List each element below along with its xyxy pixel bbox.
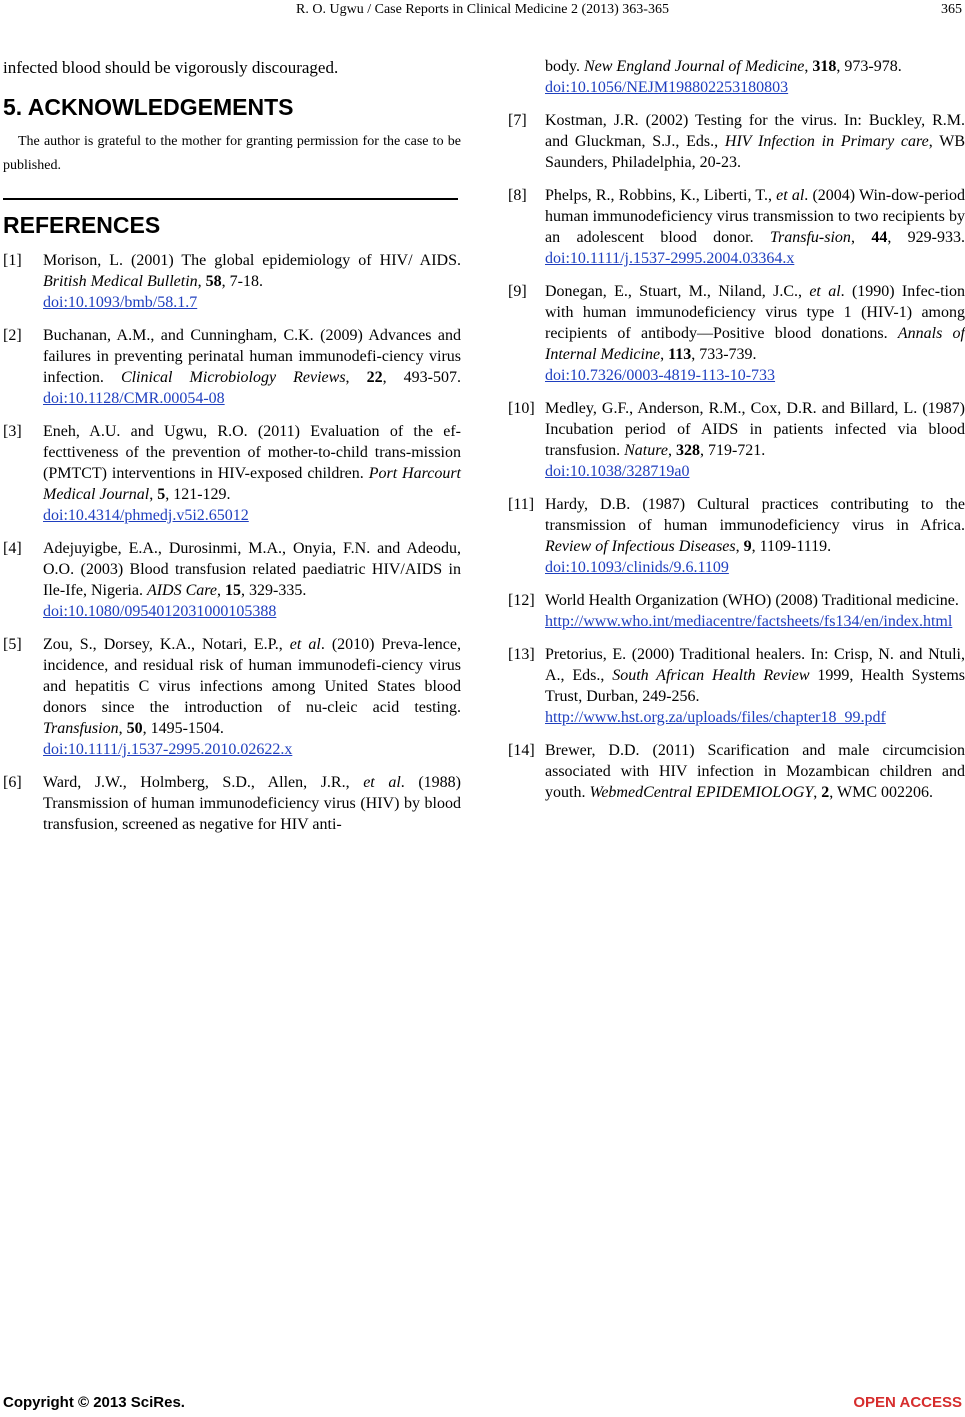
left-column [3,56,461,835]
reference-doi-link[interactable]: doi:10.1056/NEJM198802253180803 [545,79,789,96]
reference-item: [1] Morison, L. (2001) The global epidemiology of HIV/ AIDS. British Medical Bulletin, 58, 7-18. doi:10.1093/bmb/58.1.7 [3,252,461,311]
page-footer [0,1393,965,1413]
reference-item: [7] Kostman, J.R. (2002) Testing for the virus. In: Buckley, R.M. and Gluckman, S.J., Eds., HIV Infection in Primary care, WB Saunders, Philadelphia, 20-23. [508,112,965,171]
reference-item: [13] Pretorius, E. (2000) Traditional healers. In: Crisp, N. and Ntuli, A., Eds., South African Health Review 1999, Health Systems Trust, Durban, 249-256. http://www.hst.org.za/uploads/files/chapter18_99.pdf [508,646,965,726]
reference-number: [5] [3,636,22,653]
references-list-left [3,250,461,835]
acknowledgements-heading: 5. ACKNOWLEDGEMENTS [3,94,294,120]
reference-number: [6] [3,774,22,791]
reference-number: [2] [3,327,22,344]
reference-item: [11] Hardy, D.B. (1987) Cultural practices contributing to the transmission of human immunodeficiency virus in Africa. Review of Infectious Diseases, 9, 1109-1119. doi:10.1093/clinids/9.6.1109 [508,496,965,576]
reference-url-link[interactable]: http://www.who.int/mediacentre/factsheets/fs134/en/index.html [545,613,953,630]
reference-doi-link[interactable]: doi:10.1111/j.1537-2995.2004.03364.x [545,250,795,267]
reference-item: [9] Donegan, E., Stuart, M., Niland, J.C., et al. (1990) Infec-tion with human immunodeficiency virus type 1 (HIV-1) among recipients of antibody—Positive blood donations. Annals of Internal Medicine, 113, 733-739. doi:10.7326/0003-4819-113-10-733 [508,283,965,384]
reference-item: [4] Adejuyigbe, E.A., Durosinmi, M.A., Onyia, F.N. and Adeodu, O.O. (2003) Blood transfusion related paediatric HIV/AIDS in Ile-Ife, Nigeria. AIDS Care, 15, 329-335. doi:10.1080/0954012031000105388 [3,540,461,620]
reference-doi-link[interactable]: doi:10.1128/CMR.00054-08 [43,390,225,407]
reference-item: [14] Brewer, D.D. (2011) Scarification and male circumcision associated with HIV infection in Mozambican children and youth. WebmedCentral EPIDEMIOLOGY, 2, WMC 002206. [508,742,965,801]
references-heading: REFERENCES [3,212,161,238]
reference-number: [9] [508,283,527,300]
reference-number: [14] [508,742,535,759]
reference-item: [3] Eneh, A.U. and Ugwu, R.O. (2011) Evaluation of the ef-fecttiveness of the prevention of mother-to-child trans-mission (PMTCT) interventions in HIV-exposed children. Port Harcourt Medical Journal, 5, 121-129. doi:10.4314/phmedj.v5i2.65012 [3,423,462,524]
reference-doi-link[interactable]: doi:10.4314/phmedj.v5i2.65012 [43,507,249,524]
reference-number: [3] [3,423,22,440]
reference-number: [11] [508,496,535,513]
page-number: 365 [941,2,962,17]
reference-url-link[interactable]: http://www.hst.org.za/uploads/files/chapter18_99.pdf [545,709,886,726]
reference-doi-link[interactable]: doi:10.1080/0954012031000105388 [43,603,277,620]
copyright-notice: Copyright © 2013 SciRes. [3,1394,185,1411]
reference-item-continued: body. New England Journal of Medicine, 318, 973-978. doi:10.1056/NEJM198802253180803 [508,56,965,98]
reference-number: [7] [508,112,527,129]
reference-doi-link[interactable]: doi:10.7326/0003-4819-113-10-733 [545,367,776,384]
running-header [0,0,965,20]
reference-number: [13] [508,646,535,663]
section-divider [3,198,458,200]
reference-item: [12] World Health Organization (WHO) (2008) Traditional medicine. http://www.who.int/mediacentre/factsheets/fs134/en/index.html [508,590,965,632]
reference-item: [6] Ward, J.W., Holmberg, S.D., Allen, J.R., et al. (1988) Transmission of human immunodeficiency virus (HIV) by blood transfusion, screened as negative for HIV anti- [3,774,461,833]
reference-doi-link[interactable]: doi:10.1093/bmb/58.1.7 [43,294,198,311]
reference-number: [4] [3,540,22,557]
reference-item: [5] Zou, S., Dorsey, K.A., Notari, E.P., et al. (2010) Preva-lence, incidence, and residual risk of human immunodefi-ciency virus and hepatitis C virus infections among United States blood donors since the introduction of nu-cleic acid testing. Transfusion, 50, 1495-1504. doi:10.1111/j.1537-2995.2010.02622.x [3,636,461,758]
reference-number: [12] [508,592,535,609]
acknowledgements-text: The author is grateful to the mother for granting permission for the case to be published. [3,134,461,173]
reference-doi-link[interactable]: doi:10.1111/j.1537-2995.2010.02622.x [43,741,293,758]
intro-text: infected blood should be vigorously discouraged. [3,58,339,77]
open-access-label: OPEN ACCESS [853,1394,962,1411]
reference-number: [10] [508,400,535,417]
reference-number: [8] [508,187,527,204]
running-title: R. O. Ugwu / Case Reports in Clinical Medicine 2 (2013) 363-365 [296,2,669,17]
reference-item: [2] Buchanan, A.M., and Cunningham, C.K. (2009) Advances and failures in preventing perinatal human immunodefi-ciency virus infection. Clinical Microbiology Reviews, 22, 493-507. doi:10.1128/CMR.00054-08 [3,327,461,407]
reference-number: [1] [3,252,22,269]
reference-doi-link[interactable]: doi:10.1093/clinids/9.6.1109 [545,559,729,576]
reference-item: [10] Medley, G.F., Anderson, R.M., Cox, D.R. and Billard, L. (1987) Incubation period of AIDS in patients infected via blood transfusion. Nature, 328, 719-721. doi:10.1038/328719a0 [508,400,965,480]
reference-doi-link[interactable]: doi:10.1038/328719a0 [545,463,690,480]
right-column [508,56,965,803]
reference-item: [8] Phelps, R., Robbins, K., Liberti, T., et al. (2004) Win-dow-period human immunodeficiency virus transmission to two recipients by an adolescent blood donor. Transfu-sion, 44, 929-933. doi:10.1111/j.1537-2995.2004.03364.x [508,187,965,267]
